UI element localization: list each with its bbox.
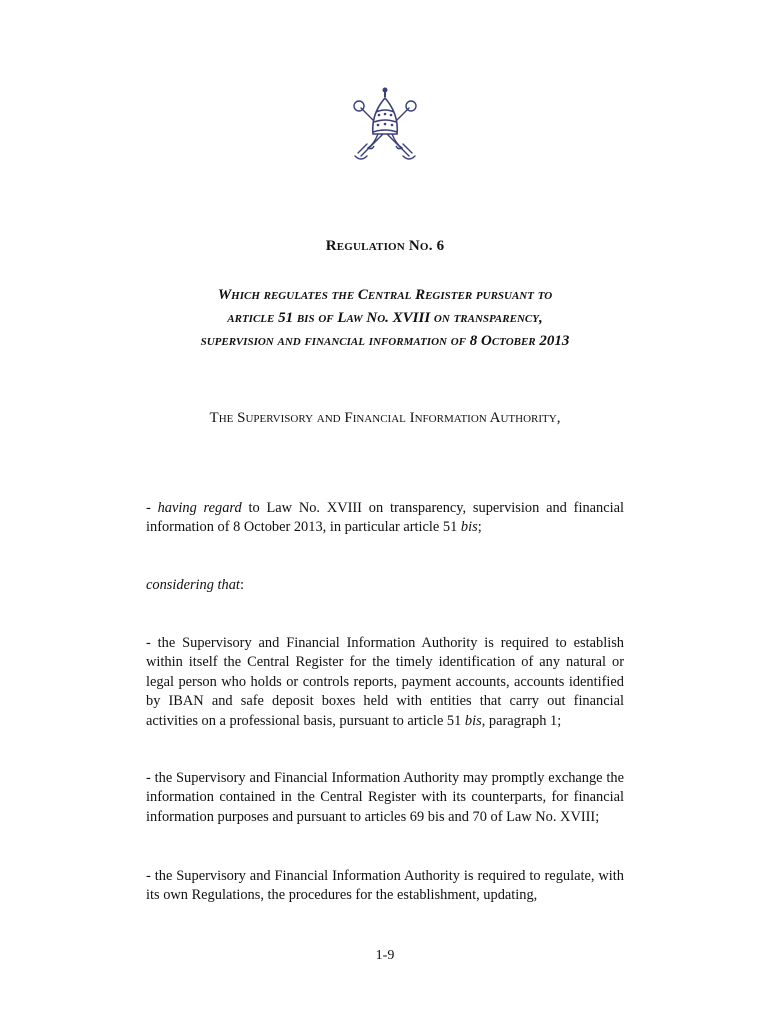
regulation-subtitle	[0, 284, 770, 353]
having-regard-paragraph: - having regard to Law No. XVIII on transparency, supervision and financial information of 8 October 2013, in particular article 51 bis;	[146, 500, 624, 536]
central-register-paragraph: - the Supervisory and Financial Information Authority is required to establish within itself the Central Register for the timely identification of any natural or legal person who holds or controls reports, payment accounts, accounts identified by IBAN and safe deposit boxes held with entities that carry out financial activities on a professional basis, pursuant to article 51 bis, paragraph 1;	[146, 635, 624, 729]
subtitle-line-3: supervision and financial information of 8 October 2013	[200, 333, 570, 349]
page-number: 1-9	[375, 948, 395, 963]
information-exchange-paragraph: - the Supervisory and Financial Information Authority may promptly exchange the information contained in the Central Register with its counterparts, for financial information purposes and pursuant to articles 69 bis and 70 of Law No. XVIII;	[146, 770, 624, 825]
regulations-paragraph: - the Supervisory and Financial Information Authority is required to regulate, with its own Regulations, the procedures for the establishment, updating,	[146, 868, 624, 904]
subtitle-line-2: article 51 bis of Law No. XVIII on transparency,	[227, 310, 543, 326]
authority-heading: The Supervisory and Financial Information Authority,	[209, 410, 561, 426]
regulation-title: Regulation No. 6	[325, 238, 445, 254]
considering-that-paragraph: considering that:	[146, 577, 244, 593]
subtitle-line-1: Which regulates the Central Register pursuant to	[217, 287, 553, 303]
papal-emblem-icon	[351, 86, 419, 164]
